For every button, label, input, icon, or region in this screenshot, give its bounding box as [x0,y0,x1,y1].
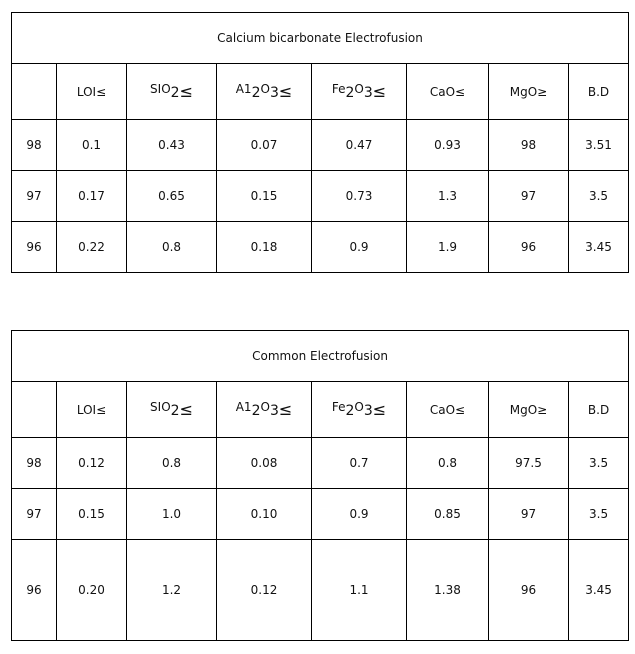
cell-sio2: 0.65 [127,171,217,222]
header-sio2-sub: 2 [170,85,180,101]
cell-loi: 0.15 [57,489,127,540]
cell-grade: 97 [12,489,57,540]
cell-mgo: 96 [489,222,569,273]
header-al2o3 [217,382,312,438]
table-row [12,438,629,489]
cell-mgo: 97 [489,489,569,540]
cell-loi: 0.12 [57,438,127,489]
header-loi: LOI≤ [57,382,127,438]
cell-al2o3: 0.18 [217,222,312,273]
header-grade [12,64,57,120]
cell-mgo: 96 [489,540,569,641]
header-sio2-base: SIO [150,400,171,414]
cell-al2o3: 0.07 [217,120,312,171]
cell-loi: 0.1 [57,120,127,171]
header-sio2 [127,64,217,120]
header-sio2 [127,382,217,438]
cell-sio2: 0.43 [127,120,217,171]
cell-mgo: 97.5 [489,438,569,489]
cell-fe2o3: 0.73 [312,171,407,222]
cell-sio2: 1.0 [127,489,217,540]
cell-al2o3: 0.10 [217,489,312,540]
header-al2o3-le: ≤ [278,82,293,101]
cell-cao: 0.93 [407,120,489,171]
header-al2o3-sub2: 3 [269,403,279,419]
cell-al2o3: 0.15 [217,171,312,222]
cell-bd: 3.45 [569,222,629,273]
header-al2o3-a: A1 [235,82,252,96]
header-bd: B.D [569,382,629,438]
cell-sio2: 1.2 [127,540,217,641]
header-fe2o3-o: O [354,400,364,414]
cell-grade: 96 [12,540,57,641]
header-fe2o3 [312,382,407,438]
header-al2o3 [217,64,312,120]
header-cao: CaO≤ [407,64,489,120]
cell-grade: 96 [12,222,57,273]
header-sio2-le: ≤ [179,400,193,419]
common-electrofusion-table [11,330,629,641]
table-row [12,540,629,641]
cell-al2o3: 0.08 [217,438,312,489]
header-loi: LOI≤ [57,64,127,120]
header-sio2-sub: 2 [170,403,180,419]
cell-grade: 97 [12,171,57,222]
cell-fe2o3: 0.9 [312,222,407,273]
calcium-bicarbonate-table [11,12,629,273]
header-al2o3-o: O [260,400,270,414]
header-bd: B.D [569,64,629,120]
cell-loi: 0.17 [57,171,127,222]
header-fe2o3-a: Fe [331,82,346,96]
cell-fe2o3: 0.7 [312,438,407,489]
header-grade [12,382,57,438]
header-mgo: MgO≥ [489,64,569,120]
table-title: Calcium bicarbonate Electrofusion [12,13,629,64]
header-al2o3-le: ≤ [278,400,293,419]
cell-bd: 3.5 [569,489,629,540]
table-title: Common Electrofusion [12,331,629,382]
cell-fe2o3: 0.9 [312,489,407,540]
cell-mgo: 98 [489,120,569,171]
cell-cao: 0.85 [407,489,489,540]
cell-bd: 3.5 [569,438,629,489]
cell-grade: 98 [12,120,57,171]
header-fe2o3-sub1: 2 [345,403,355,419]
header-cao: CaO≤ [407,382,489,438]
cell-grade: 98 [12,438,57,489]
cell-fe2o3: 0.47 [312,120,407,171]
header-fe2o3-sub2: 3 [363,403,373,419]
header-al2o3-a: A1 [235,400,252,414]
header-fe2o3-le: ≤ [372,82,387,101]
cell-cao: 0.8 [407,438,489,489]
header-mgo: MgO≥ [489,382,569,438]
header-fe2o3-a: Fe [331,400,346,414]
cell-cao: 1.3 [407,171,489,222]
header-fe2o3-o: O [354,82,364,96]
header-al2o3-sub1: 2 [251,85,261,101]
header-al2o3-sub1: 2 [251,403,261,419]
header-sio2-base: SIO [150,82,171,96]
header-al2o3-sub2: 3 [269,85,279,101]
header-fe2o3-le: ≤ [372,400,387,419]
cell-loi: 0.20 [57,540,127,641]
cell-bd: 3.5 [569,171,629,222]
header-fe2o3-sub1: 2 [345,85,355,101]
header-row [12,382,629,438]
cell-loi: 0.22 [57,222,127,273]
cell-cao: 1.9 [407,222,489,273]
cell-bd: 3.45 [569,540,629,641]
header-al2o3-o: O [260,82,270,96]
cell-sio2: 0.8 [127,222,217,273]
header-fe2o3 [312,64,407,120]
cell-cao: 1.38 [407,540,489,641]
table-row [12,489,629,540]
cell-fe2o3: 1.1 [312,540,407,641]
header-sio2-le: ≤ [179,82,193,101]
cell-al2o3: 0.12 [217,540,312,641]
cell-sio2: 0.8 [127,438,217,489]
table-row [12,120,629,171]
cell-mgo: 97 [489,171,569,222]
header-fe2o3-sub2: 3 [363,85,373,101]
table-row [12,171,629,222]
header-row [12,64,629,120]
table-row [12,222,629,273]
cell-bd: 3.51 [569,120,629,171]
